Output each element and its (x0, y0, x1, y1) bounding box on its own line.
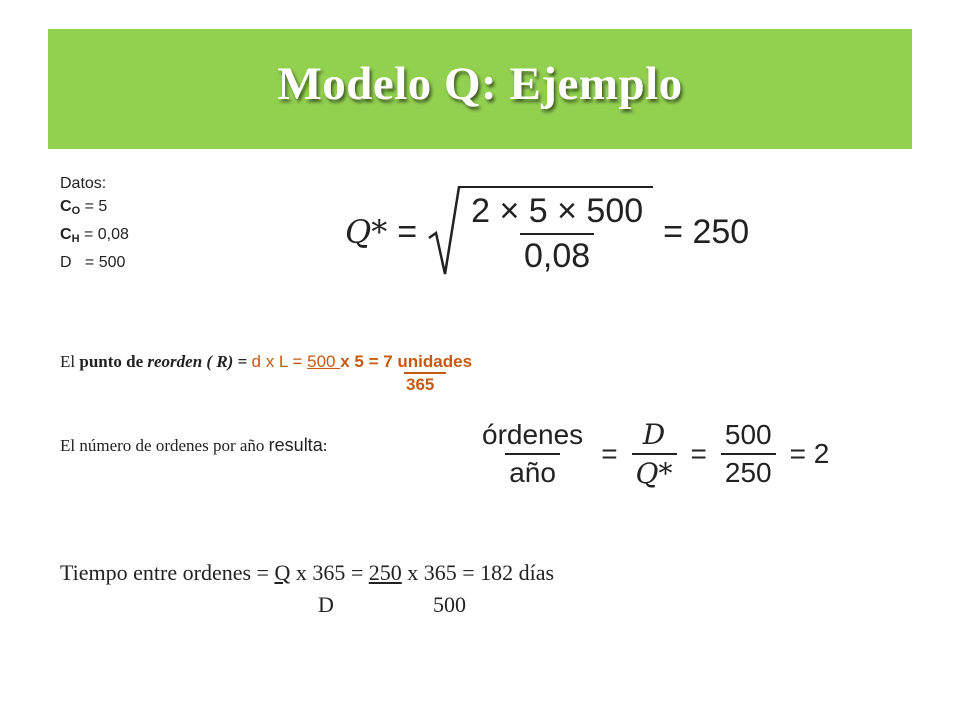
slide-title: Modelo Q: Ejemplo (277, 58, 683, 110)
orders-label: El número de ordenes por año resulta: (60, 435, 328, 455)
reorder-fraction-bar (404, 372, 446, 374)
time-d-denominator: D (318, 592, 334, 617)
datos-ch: $C_H = 0,08$ (60, 226, 129, 245)
datos-block (60, 172, 129, 274)
eoq-numerator: 2 × 5 × 500 (471, 192, 644, 230)
eoq-equals: = (397, 212, 418, 251)
datos-d: D = 500 (60, 254, 126, 271)
time-500-denominator: 500 (433, 592, 466, 617)
reorder-numerator: 500 (307, 352, 341, 371)
sqrt-sign (427, 186, 653, 278)
orders-lhs-fraction: $\frac{\text{órdenes}}{\text{año}}$ (482, 419, 584, 488)
eoq-formula (345, 186, 749, 278)
eoq-result: = 250 (663, 212, 750, 251)
eoq-fraction (467, 192, 647, 276)
reorder-line: El punto de reorden ( R) = d x L = 500 x 5 = 7 unidades (60, 352, 473, 371)
orders-result: = 2 (789, 438, 830, 469)
datos-co: $C_O = 5$ (60, 198, 108, 217)
datos-heading: Datos: (60, 175, 107, 192)
eoq-denominator: 0,08 (520, 233, 594, 276)
time-250: 250 (368, 560, 402, 585)
radicand (461, 186, 653, 278)
reorder-denominator: 365 (406, 375, 435, 394)
orders-mid-fraction: $\frac{D}{Q*}$ (632, 418, 677, 490)
orders-rhs-fraction: $\frac{500}{250}$ (721, 419, 776, 489)
time-q: Q (274, 560, 291, 585)
time-between-orders: Tiempo entre ordenes = Q x 365 = 250 x 365 = 182 días (60, 560, 555, 585)
radical-icon (427, 186, 461, 278)
eoq-lhs: Q* (345, 213, 388, 251)
orders-formula: $\frac{\text{órdenes}}{\text{año}}$ = $\frac{D}{Q*}$ = $\frac{500}{250}$ = 2 (478, 418, 829, 490)
title-bar (48, 29, 912, 149)
